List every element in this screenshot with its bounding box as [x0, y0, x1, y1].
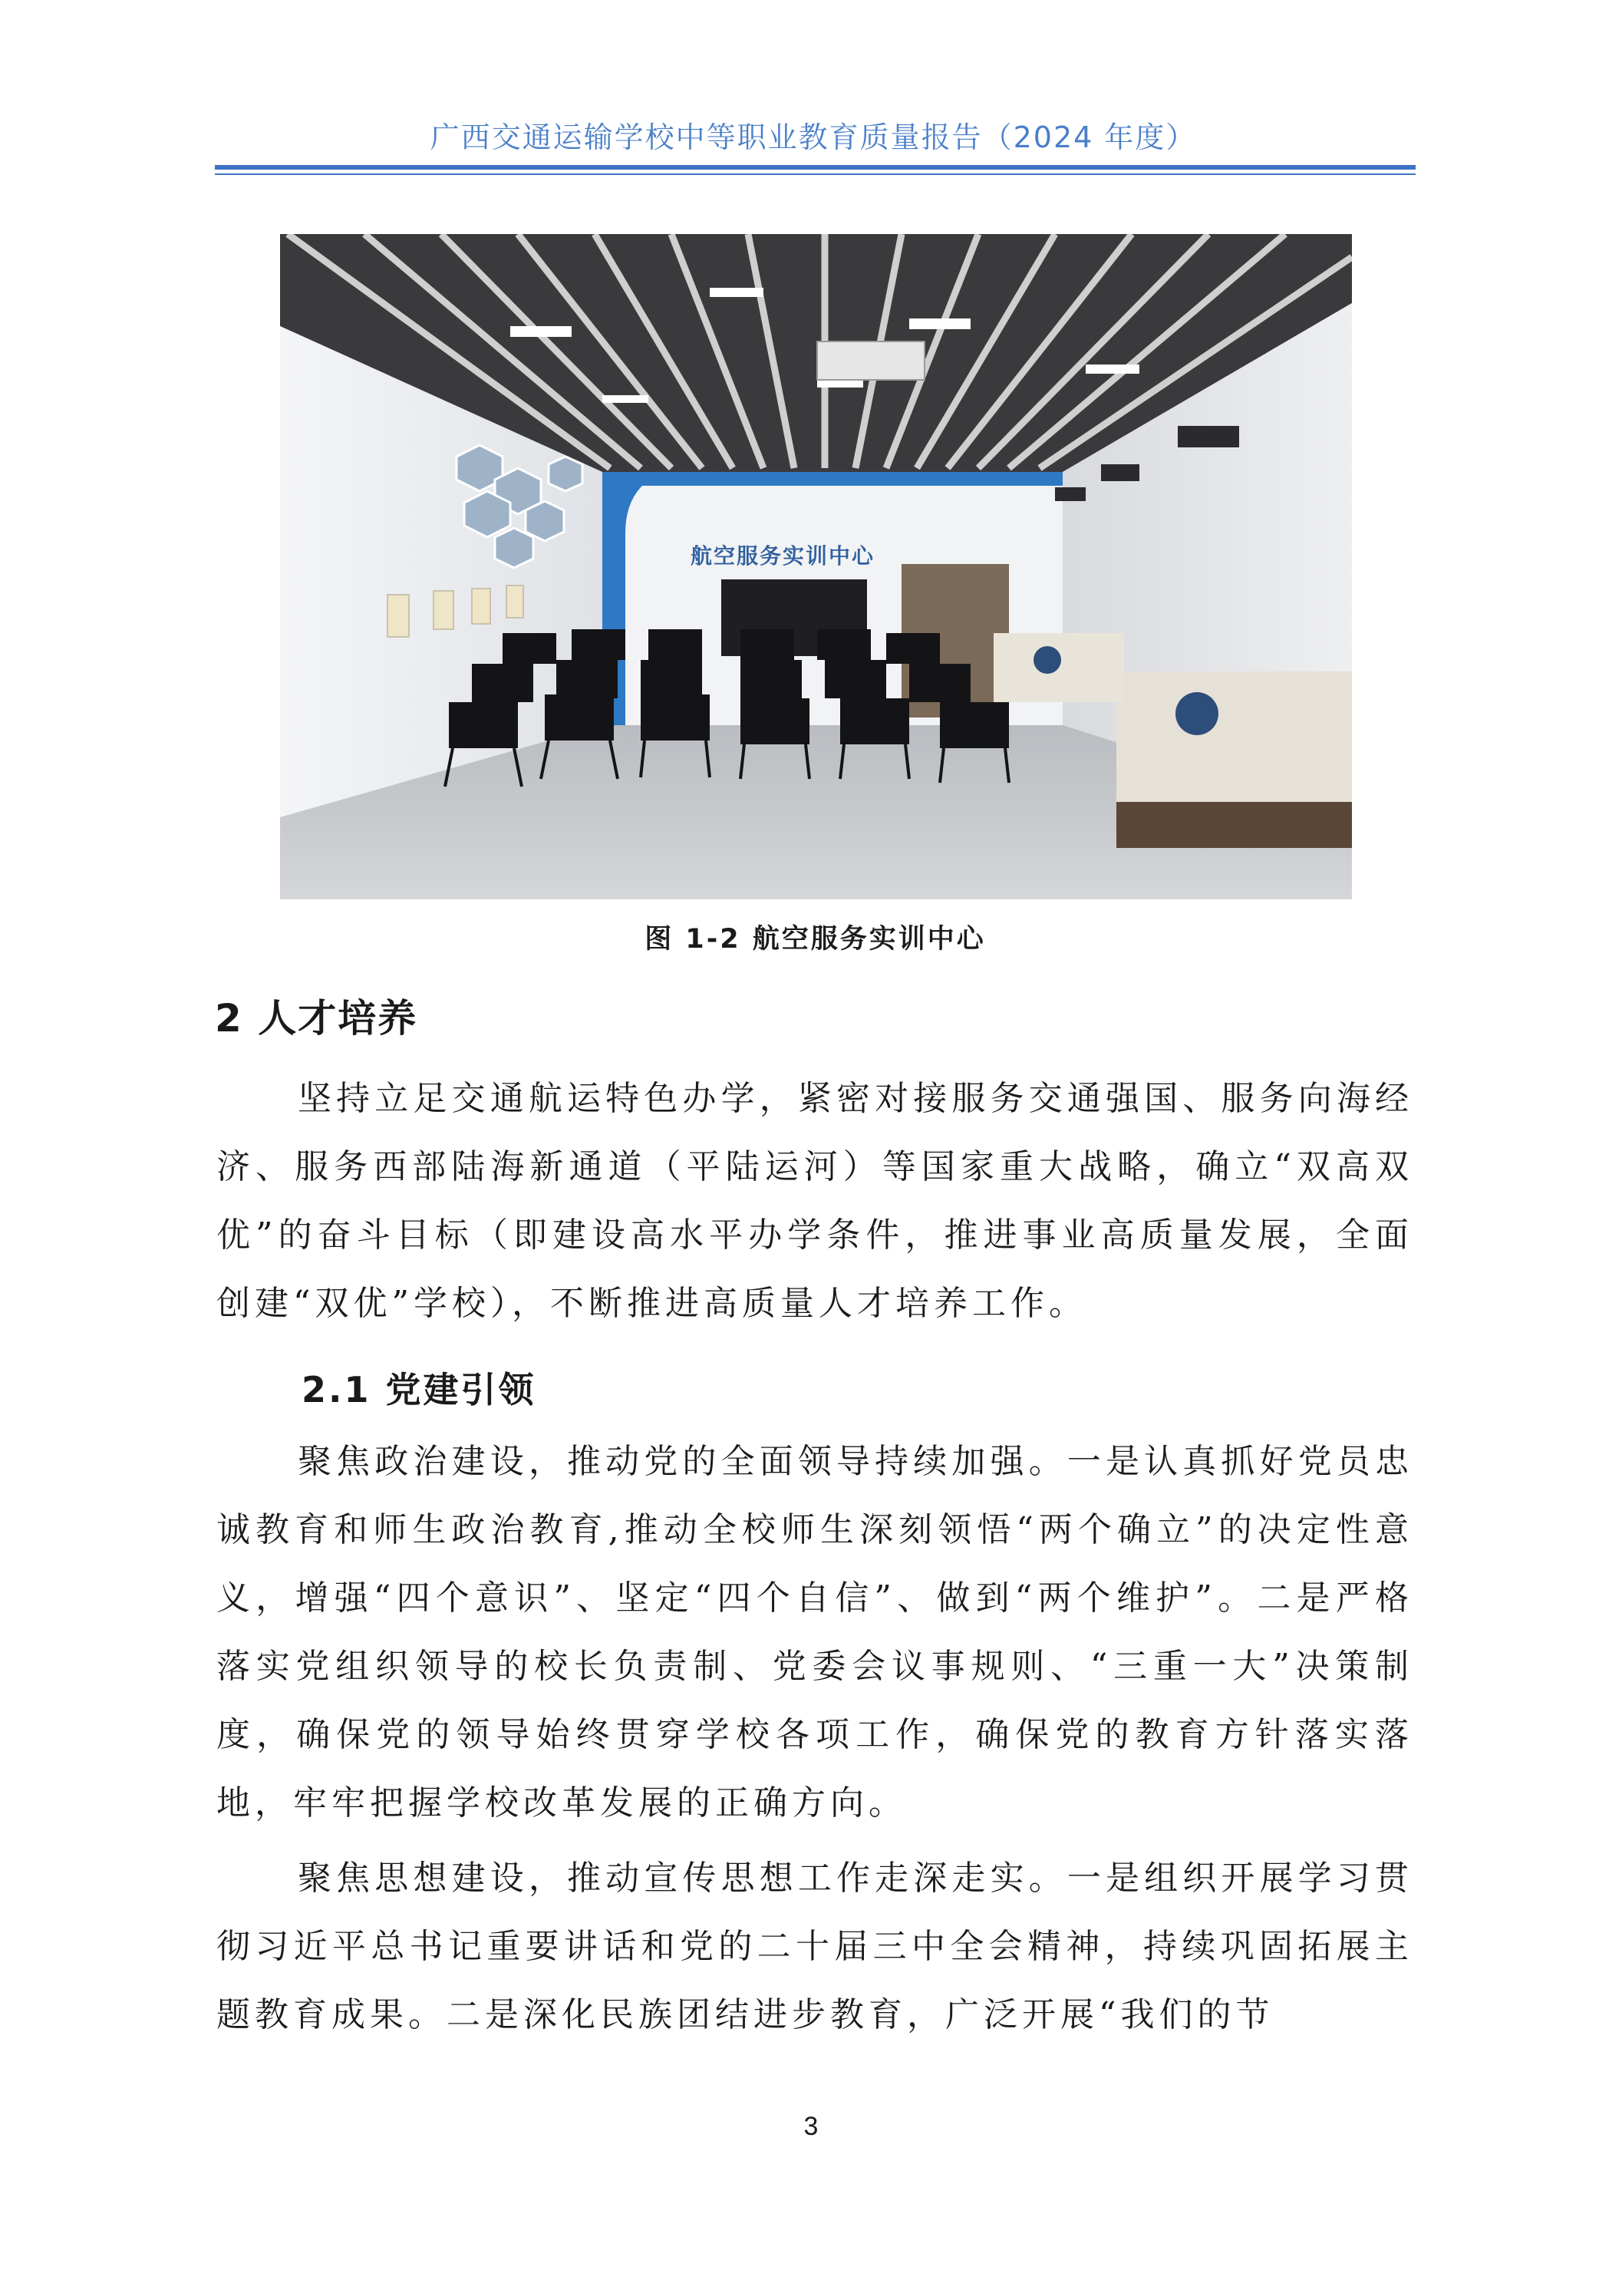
header-rule-thin: [215, 173, 1416, 175]
subsection-paragraph-1: 聚焦政治建设，推动党的全面领导持续加强。一是认真抓好党员忠诚教育和师生政治教育,推动全校师生深刻领悟“两个确立”的决定性意义，增强“四个意识”、坚定“四个自信”、做到“两个维护”。二是严格落实党组织领导的校长负责制、党委会议事规则、“三重一大”决策制度，确保党的领导始终贯穿学校各项工作，确保党的教育方针落实落地，牢牢把握学校改革发展的正确方向。: [216, 1442, 1413, 1823]
training-center-photo: [280, 234, 1352, 899]
figure-caption: 图 1-2 航空服务实训中心: [645, 924, 986, 955]
section-paragraph: 坚持立足交通航运特色办学，紧密对接服务交通强国、服务向海经济、服务西部陆海新通道（平陆运河）等国家重大战略，确立“双高双优”的奋斗目标（即建设高水平办学条件，推进事业高质量发展，全面创建“双优”学校），不断推进高质量人才培养工作。: [216, 1079, 1413, 1323]
subsection-paragraph-2: 聚焦思想建设，推动宣传思想工作走深走实。一是组织开展学习贯彻习近平总书记重要讲话和党的二十届三中全会精神，持续巩固拓展主题教育成果。二是深化民族团结进步教育，广泛开展“我们的节: [216, 1859, 1413, 2034]
subsection-heading: 2.1 党建引领: [302, 1369, 536, 1410]
running-header: 广西交通运输学校中等职业教育质量报告（2024 年度）: [430, 120, 1197, 154]
page-number: 3: [803, 2112, 819, 2141]
section-heading: 2 人才培养: [215, 996, 418, 1041]
header-rule-thick: [215, 165, 1416, 170]
photo-wall-sign: 航空服务实训中心: [690, 543, 875, 569]
